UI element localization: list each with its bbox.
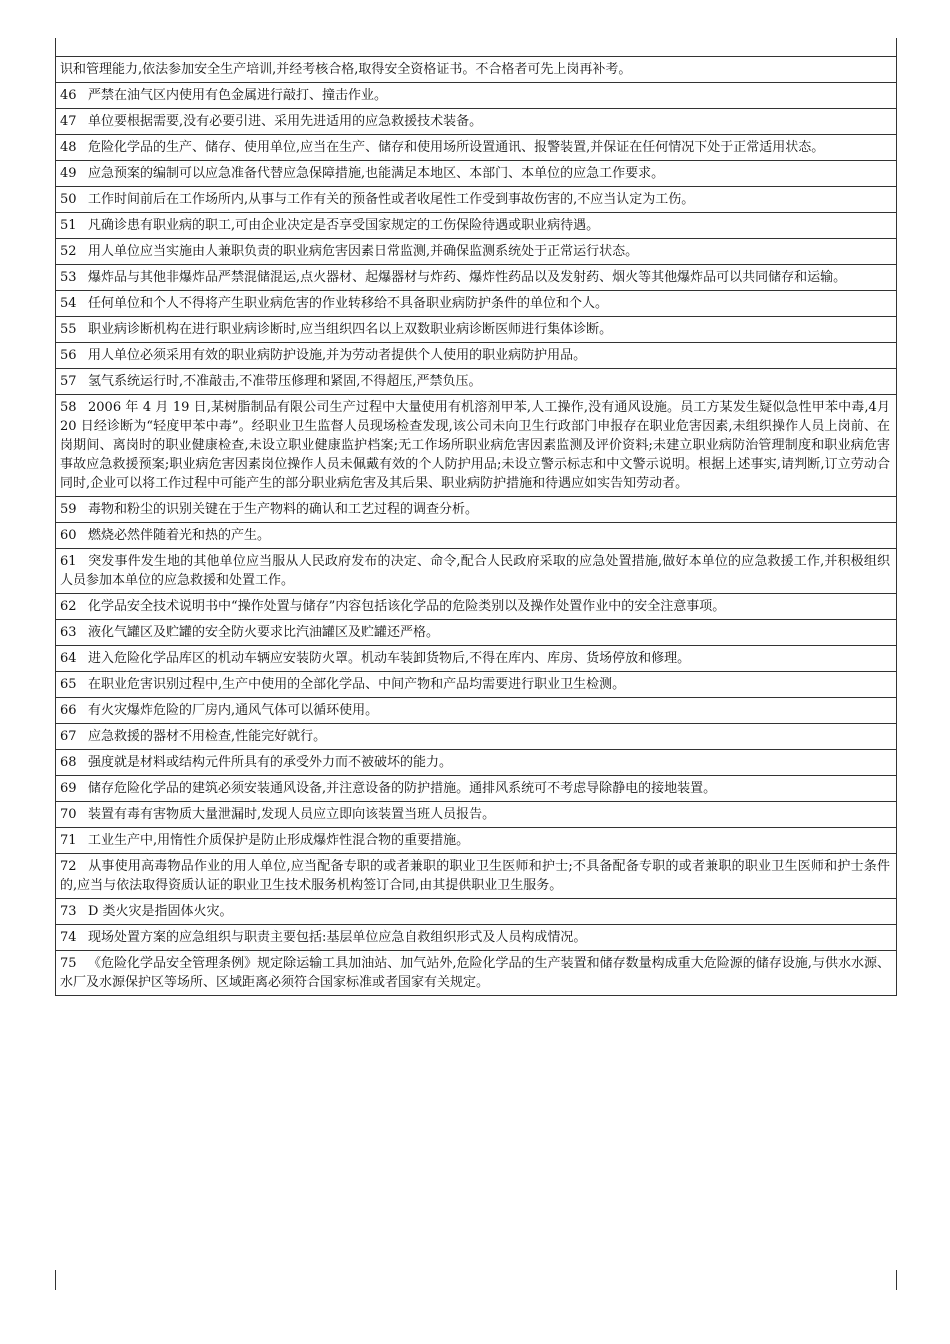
question-cell: [56, 239, 897, 265]
question-text: 用人单位必须采用有效的职业病防护设施,并为劳动者提供个人使用的职业病防护用品。: [88, 348, 587, 363]
question-cell: [56, 925, 897, 951]
question-text: 爆炸品与其他非爆炸品严禁混储混运,点火器材、起爆器材与炸药、爆炸性药品以及发射药、烟火等其他爆炸品可以共同储存和运输。: [88, 270, 847, 285]
question-cell: [56, 802, 897, 828]
question-number: 59: [60, 502, 77, 517]
question-number: 47: [60, 114, 77, 129]
question-table: [55, 56, 897, 996]
question-row: [56, 776, 897, 802]
question-row: [56, 161, 897, 187]
question-row: [56, 395, 897, 497]
question-cell: [56, 291, 897, 317]
question-text: 有火灾爆炸危险的厂房内,通风气体可以循环使用。: [88, 703, 379, 718]
question-row: [56, 750, 897, 776]
question-row: [56, 291, 897, 317]
question-text: 强度就是材料或结构元件所具有的承受外力而不被破坏的能力。: [88, 755, 453, 770]
question-row: [56, 594, 897, 620]
question-row: [56, 672, 897, 698]
question-cell: [56, 83, 897, 109]
question-row: [56, 620, 897, 646]
question-text: 凡确诊患有职业病的职工,可由企业决定是否享受国家规定的工伤保险待遇或职业病待遇。: [88, 218, 600, 233]
question-cell: [56, 549, 897, 594]
question-row: [56, 57, 897, 83]
table-border-top-left: [55, 38, 56, 56]
question-cell: [56, 594, 897, 620]
question-text: 液化气罐区及贮罐的安全防火要求比汽油罐区及贮罐还严格。: [88, 625, 440, 640]
question-number: 74: [60, 930, 77, 945]
question-row: [56, 239, 897, 265]
question-cell: [56, 951, 897, 996]
question-number: 46: [60, 88, 77, 103]
question-text: 工业生产中,用惰性介质保护是防止形成爆炸性混合物的重要措施。: [88, 833, 470, 848]
table-border-top-right: [896, 38, 897, 56]
question-number: 70: [60, 807, 77, 822]
question-row: [56, 83, 897, 109]
question-number: 66: [60, 703, 77, 718]
question-row: [56, 549, 897, 594]
question-cell: [56, 187, 897, 213]
question-row: [56, 135, 897, 161]
question-row: [56, 646, 897, 672]
question-text: 从事使用高毒物品作业的用人单位,应当配备专职的或者兼职的职业卫生医师和护士;不具备配备专职的或者兼职的职业卫生医师和护士条件的,应当与依法取得资质认证的职业卫生技术服务机构签订合同,由其提供职业卫生服务。: [60, 859, 890, 893]
question-number: 48: [60, 140, 77, 155]
question-text: 突发事件发生地的其他单位应当服从人民政府发布的决定、命令,配合人民政府采取的应急处置措施,做好本单位的应急救援工作,并积极组织人员参加本单位的应急救援和处置工作。: [60, 554, 890, 588]
question-cell: [56, 395, 897, 497]
question-text: 职业病诊断机构在进行职业病诊断时,应当组织四名以上双数职业病诊断医师进行集体诊断。: [88, 322, 613, 337]
question-cell: [56, 161, 897, 187]
question-row: [56, 213, 897, 239]
question-row: [56, 802, 897, 828]
question-number: 52: [60, 244, 77, 259]
question-rows: [56, 57, 897, 996]
question-cell: [56, 369, 897, 395]
question-row: [56, 951, 897, 996]
question-text: 应急预案的编制可以应急准备代替应急保障措施,也能满足本地区、本部门、本单位的应急工作要求。: [88, 166, 665, 181]
question-cell: [56, 317, 897, 343]
question-row: [56, 369, 897, 395]
question-number: 55: [60, 322, 77, 337]
question-text: 2006 年 4 月 19 日,某树脂制品有限公司生产过程中大量使用有机溶剂甲苯,人工操作,没有通风设施。员工方某发生疑似急性甲苯中毒,4月 20 日经诊断为“轻度甲苯中毒”。经职业卫生监督人员现场检查发现,该公司未向卫生行政部门申报存在职业危害因素,未组织操作人员上岗前、在岗期间、离岗时的职业健康检查,未设立职业健康监护档案;无工作场所职业病危害因素监测及评价资料;未建立职业病防治管理制度和职业病危害事故应急救援预案;职业病危害因素岗位操作人员未佩戴有效的个人防护用品;未设立警示标志和中文警示说明。根据上述事实,请判断,订立劳动合同时,企业可以将工作过程中可能产生的部分职业病危害及其后果、职业病防护措施和待遇应如实告知劳动者。: [60, 400, 890, 491]
question-cell: [56, 620, 897, 646]
question-number: 72: [60, 859, 77, 874]
question-cell: [56, 828, 897, 854]
question-cell: [56, 497, 897, 523]
question-text: D 类火灾是指固体火灾。: [88, 904, 233, 919]
question-row: [56, 317, 897, 343]
question-text: 氢气系统运行时,不准敲击,不准带压修理和紧固,不得超压,严禁负压。: [88, 374, 482, 389]
question-number: 71: [60, 833, 77, 848]
question-text: 燃烧必然伴随着光和热的产生。: [88, 528, 271, 543]
question-number: 60: [60, 528, 77, 543]
question-text: 任何单位和个人不得将产生职业病危害的作业转移给不具备职业病防护条件的单位和个人。: [88, 296, 609, 311]
question-row: [56, 854, 897, 899]
question-text: 装置有毒有害物质大量泄漏时,发现人员应立即向该装置当班人员报告。: [88, 807, 496, 822]
question-cell: [56, 776, 897, 802]
question-number: 67: [60, 729, 77, 744]
question-cell: [56, 724, 897, 750]
question-number: 62: [60, 599, 77, 614]
question-number: 63: [60, 625, 77, 640]
question-text: 单位要根据需要,没有必要引进、采用先进适用的应急救援技术装备。: [88, 114, 483, 129]
question-text: 用人单位应当实施由人兼职负责的职业病危害因素日常监测,并确保监测系统处于正常运行状态。: [88, 244, 639, 259]
question-cell: [56, 213, 897, 239]
question-cell: [56, 109, 897, 135]
question-number: 73: [60, 904, 77, 919]
question-number: 56: [60, 348, 77, 363]
question-number: 65: [60, 677, 77, 692]
question-row: [56, 109, 897, 135]
question-number: 57: [60, 374, 77, 389]
question-text: 储存危险化学品的建筑必须安装通风设备,并注意设备的防护措施。通排风系统可不考虑导除静电的接地装置。: [88, 781, 717, 796]
table-border-bottom-left: [55, 1270, 56, 1290]
question-row: [56, 899, 897, 925]
question-cell: [56, 343, 897, 369]
question-text: 应急救援的器材不用检查,性能完好就行。: [88, 729, 327, 744]
question-cell: [56, 265, 897, 291]
question-text: 进入危险化学品库区的机动车辆应安装防火罩。机动车装卸货物后,不得在库内、库房、货场停放和修理。: [88, 651, 691, 666]
question-number: 75: [60, 956, 77, 971]
question-number: 64: [60, 651, 77, 666]
table-border-bottom-right: [896, 1270, 897, 1290]
question-row: [56, 724, 897, 750]
question-number: 54: [60, 296, 77, 311]
question-cell: [56, 750, 897, 776]
question-cell: [56, 135, 897, 161]
question-text: 严禁在油气区内使用有色金属进行敲打、撞击作业。: [88, 88, 388, 103]
question-text: 识和管理能力,依法参加安全生产培训,并经考核合格,取得安全资格证书。不合格者可先上岗再补考。: [60, 62, 632, 77]
question-cell: [56, 854, 897, 899]
question-number: 53: [60, 270, 77, 285]
question-row: [56, 497, 897, 523]
question-row: [56, 828, 897, 854]
question-number: 69: [60, 781, 77, 796]
question-cell: [56, 672, 897, 698]
question-number: 68: [60, 755, 77, 770]
question-cell: [56, 899, 897, 925]
question-text: 在职业危害识别过程中,生产中使用的全部化学品、中间产物和产品均需要进行职业卫生检测。: [88, 677, 626, 692]
question-cell: [56, 646, 897, 672]
question-row: [56, 523, 897, 549]
question-cell: [56, 523, 897, 549]
question-text: 《危险化学品安全管理条例》规定除运输工具加油站、加气站外,危险化学品的生产装置和储存数量构成重大危险源的储存设施,与供水水源、水厂及水源保护区等场所、区域距离必须符合国家标准或者国家有关规定。: [60, 956, 890, 990]
question-row: [56, 698, 897, 724]
question-text: 现场处置方案的应急组织与职责主要包括:基层单位应急自救组织形式及人员构成情况。: [88, 930, 587, 945]
question-cell: [56, 698, 897, 724]
question-row: [56, 187, 897, 213]
question-row: [56, 265, 897, 291]
question-text: 毒物和粉尘的识别关键在于生产物料的确认和工艺过程的调查分析。: [88, 502, 479, 517]
question-number: 61: [60, 554, 77, 569]
question-cell: [56, 57, 897, 83]
question-text: 工作时间前后在工作场所内,从事与工作有关的预备性或者收尾性工作受到事故伤害的,不应当认定为工伤。: [88, 192, 695, 207]
question-number: 49: [60, 166, 77, 181]
question-number: 58: [60, 400, 77, 415]
question-row: [56, 925, 897, 951]
question-row: [56, 343, 897, 369]
question-number: 50: [60, 192, 77, 207]
question-text: 化学品安全技术说明书中“操作处置与储存”内容包括该化学品的危险类别以及操作处置作业中的安全注意事项。: [88, 599, 726, 614]
question-text: 危险化学品的生产、储存、使用单位,应当在生产、储存和使用场所设置通讯、报警装置,并保证在任何情况下处于正常适用状态。: [88, 140, 825, 155]
question-number: 51: [60, 218, 77, 233]
